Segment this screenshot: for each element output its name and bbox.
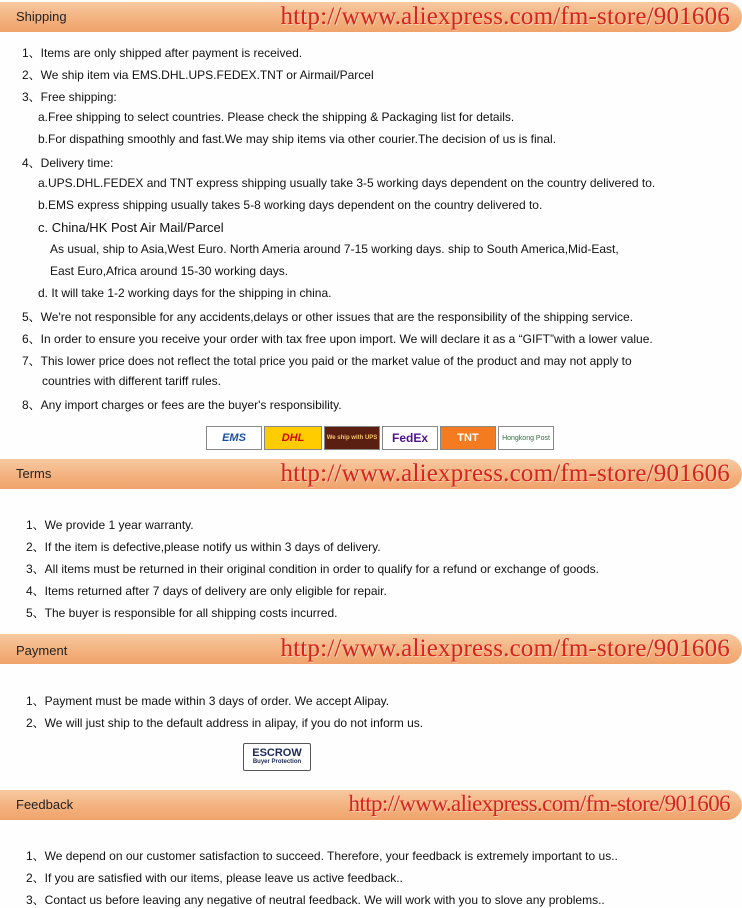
escrow-badge [243, 743, 311, 771]
list-item: a.Free shipping to select countries. Please check the shipping & Packaging list for details. [38, 110, 515, 124]
tnt-logo: TNT [440, 426, 496, 450]
list-item: 3、Free shipping: [22, 90, 117, 104]
ems-logo: EMS [206, 426, 262, 450]
section-title: Shipping [16, 9, 67, 24]
escrow-subtitle: Buyer Protection [252, 759, 302, 765]
escrow-title: ESCROW [252, 747, 302, 759]
terms-section-header [0, 459, 742, 489]
list-item: b.For dispathing smoothly and fast.We may ship items via other courier.The decision of us is final. [38, 132, 557, 146]
section-title: Payment [16, 643, 68, 658]
list-item: 7、This lower price does not reflect the total price you paid or the market value of the product and may not apply to [22, 354, 632, 368]
list-item: As usual, ship to Asia,West Euro. North Ameria around 7-15 working days. ship to South America,Mid-East, [50, 242, 619, 256]
feedback-section-header [0, 790, 742, 820]
shipping-section-header [0, 2, 742, 32]
list-item: East Euro,Africa around 15-30 working days. [50, 264, 289, 278]
list-item: 5、The buyer is responsible for all shipping costs incurred. [26, 606, 338, 620]
list-item: 5、We're not responsible for any accidents,delays or other issues that are the responsibility of the shipping service. [22, 310, 634, 324]
list-item: 4、Delivery time: [22, 156, 114, 170]
list-item: 1、Payment must be made within 3 days of order. We accept Alipay. [26, 694, 390, 708]
list-item: 2、We will just ship to the default address in alipay, if you do not inform us. [26, 716, 424, 730]
fedex-logo: FedEx [382, 426, 438, 450]
store-url[interactable]: http://www.aliexpress.com/fm-store/901606 [280, 3, 730, 30]
payment-section-header [0, 634, 742, 664]
list-item: 1、Items are only shipped after payment is received. [22, 46, 303, 60]
list-item: 3、All items must be returned in their original condition in order to qualify for a refund or exchange of goods. [26, 562, 599, 576]
store-url[interactable]: http://www.aliexpress.com/fm-store/901606 [348, 791, 730, 816]
list-item: 1、We provide 1 year warranty. [26, 518, 194, 532]
list-item: countries with different tariff rules. [42, 374, 221, 388]
store-url[interactable]: http://www.aliexpress.com/fm-store/901606 [280, 635, 730, 662]
list-item: 2、If the item is defective,please notify us within 3 days of delivery. [26, 540, 381, 554]
list-item: 2、If you are satisfied with our items, please leave us active feedback.. [26, 871, 403, 885]
dhl-logo: DHL [264, 426, 322, 450]
section-title: Terms [16, 466, 52, 481]
section-title: Feedback [16, 797, 74, 812]
list-item: 4、Items returned after 7 days of delivery are only eligible for repair. [26, 584, 387, 598]
list-item: 2、We ship item via EMS.DHL.UPS.FEDEX.TNT or Airmail/Parcel [22, 68, 374, 82]
list-item: 3、Contact us before leaving any negative of neutral feedback. We will work with you to slove any problems.. [26, 893, 605, 907]
hongkong-post-logo: Hongkong Post [498, 426, 554, 450]
list-item: b.EMS express shipping usually takes 5-8 working days dependent on the country delivered to. [38, 198, 543, 212]
list-item: 6、In order to ensure you receive your order with tax free upon import. We will declare it as a “GIFT”with a lower value. [22, 332, 653, 346]
list-item: d. It will take 1-2 working days for the shipping in china. [38, 286, 332, 300]
list-item: c. China/HK Post Air Mail/Parcel [38, 220, 224, 235]
ups-logo: We ship with UPS [324, 426, 380, 450]
list-item: a.UPS.DHL.FEDEX and TNT express shipping usually take 3-5 working days dependent on the country delivered to. [38, 176, 656, 190]
carrier-logos [206, 426, 554, 452]
list-item: 8、Any import charges or fees are the buyer's responsibility. [22, 398, 342, 412]
list-item: 1、We depend on our customer satisfaction to succeed. Therefore, your feedback is extremely important to us.. [26, 849, 618, 863]
store-url[interactable]: http://www.aliexpress.com/fm-store/901606 [280, 460, 730, 487]
